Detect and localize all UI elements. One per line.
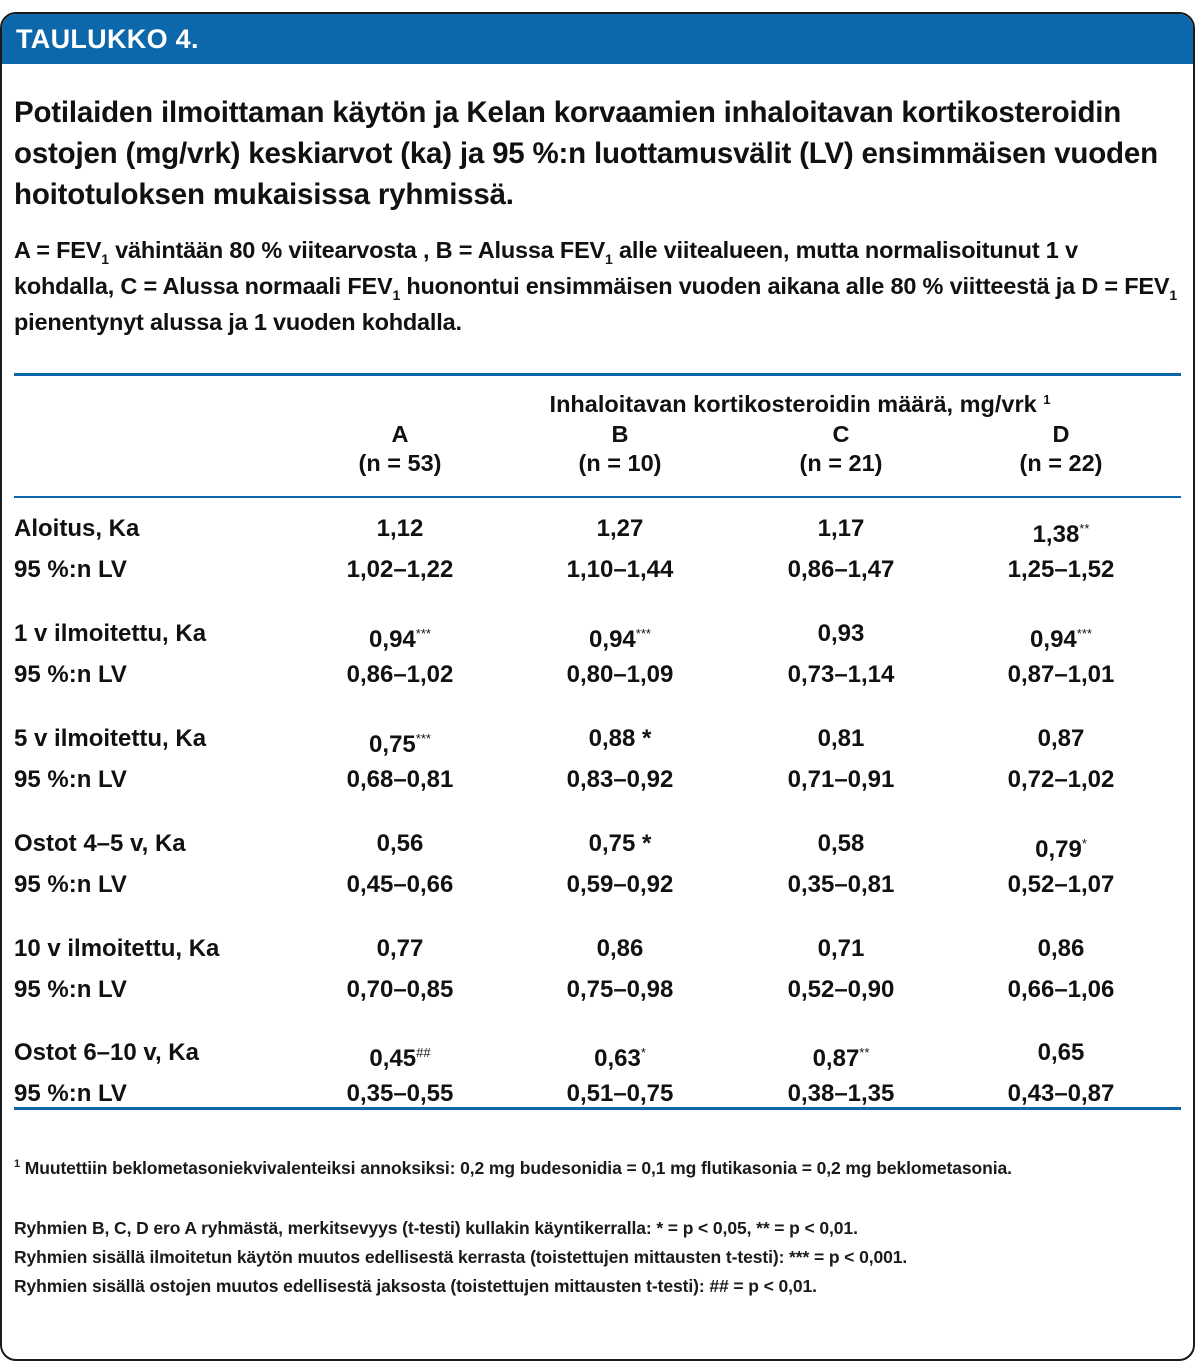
- table-cell: [731, 655, 951, 695]
- column-group-label: Inhaloitavan kortikosteroidin määrä, mg/vrk: [549, 391, 1037, 417]
- table-cell: [510, 550, 730, 590]
- cell-value: 0,73–1,14: [787, 661, 895, 688]
- table-cell: [510, 1033, 730, 1079]
- significance-marker: ##: [416, 1045, 431, 1060]
- table-row: [0, 509, 1199, 549]
- cell-value: 0,66–1,06: [1007, 976, 1115, 1003]
- cell-value: 0,38–1,35: [787, 1080, 895, 1107]
- cell-value: 0,86: [596, 935, 644, 962]
- table-cell: [510, 509, 730, 549]
- group-definitions: [14, 232, 1179, 340]
- cell-value: 0,45: [369, 1045, 417, 1072]
- row-label: Ostot 6–10 v, Ka: [14, 1039, 199, 1066]
- row-label: Aloitus, Ka: [14, 515, 140, 542]
- cell-value: 1,38: [1032, 521, 1080, 548]
- table-row: [0, 929, 1199, 969]
- cell-value: 0,35–0,81: [787, 871, 895, 898]
- cell-value: 0,94: [369, 626, 416, 653]
- significance-marker: ***: [1076, 626, 1092, 641]
- row-label: 1 v ilmoitettu, Ka: [14, 620, 207, 647]
- row-label: 95 %:n LV: [14, 661, 127, 688]
- column-n: (n = 10): [578, 450, 662, 476]
- row-label: 95 %:n LV: [14, 976, 127, 1003]
- cell-value: 0,77: [376, 935, 424, 962]
- table-cell: [951, 1033, 1171, 1073]
- table-cell: [951, 550, 1171, 590]
- row-label: Ostot 4–5 v, Ka: [14, 830, 186, 857]
- table-cell: [510, 760, 730, 800]
- footnote-marker: 1: [14, 1158, 21, 1170]
- table-cell: [290, 614, 510, 660]
- column-name: C: [832, 421, 850, 447]
- cell-value: 0,79: [1035, 836, 1082, 863]
- cell-value: 0,43–0,87: [1007, 1080, 1115, 1107]
- table-cell: [731, 719, 951, 759]
- table-cell: [290, 970, 510, 1010]
- cell-value: 0,56: [376, 830, 424, 857]
- table-cell: [510, 719, 730, 759]
- cell-value: 1,02–1,22: [346, 556, 454, 583]
- table-cell: [951, 719, 1171, 759]
- cell-value: 0,86: [1037, 935, 1085, 962]
- cell-value: 0,58: [817, 830, 865, 857]
- subscript: 1: [1169, 287, 1177, 303]
- table-cell: [731, 1033, 951, 1079]
- column-header-d: [951, 420, 1171, 478]
- cell-value: 0,80–1,09: [566, 661, 674, 688]
- table-cell: [510, 929, 730, 969]
- table-cell: [510, 970, 730, 1010]
- cell-value: 1,17: [817, 515, 865, 542]
- table-cell: [951, 655, 1171, 695]
- cell-value: 0,94: [589, 626, 636, 653]
- significance-marker: *: [640, 1045, 646, 1060]
- cell-value: 0,35–0,55: [346, 1080, 454, 1107]
- cell-value: 0,71: [817, 935, 865, 962]
- table-cell: [510, 614, 730, 660]
- table-cell: [951, 760, 1171, 800]
- cell-value: 0,86–1,47: [787, 556, 895, 583]
- definition-text: huonontui ensimmäisen vuoden aikana alle 80 % viitteestä ja D = FEV: [400, 273, 1170, 299]
- table-title: Potilaiden ilmoittaman käytön ja Kelan korvaamien inhaloitavan kortikosteroidin ostojen (mg/vrk) keskiarvot (ka) ja 95 %:n luottamusvälit (LV) ensimmäisen vuoden hoitotuloksen mukaisissa ryhmissä.: [14, 96, 1158, 211]
- cell-value: 0,75 *: [588, 830, 652, 857]
- column-header-b: [510, 420, 730, 478]
- subscript: 1: [101, 251, 109, 267]
- cell-value: 0,87: [812, 1045, 860, 1072]
- significance-marker: *: [1081, 836, 1087, 851]
- table-row: [0, 1033, 1199, 1073]
- cell-value: 0,51–0,75: [566, 1080, 674, 1107]
- table-cell: [290, 550, 510, 590]
- column-n: (n = 21): [799, 450, 883, 476]
- significance-marker: **: [859, 1045, 870, 1060]
- column-header-c: [731, 420, 951, 478]
- table-cell: [951, 509, 1171, 555]
- definition-text: alle viitealueen, mutta normalisoitunut 1 v kohdalla, C = Alussa normaali FEV: [14, 237, 1078, 299]
- row-label: 5 v ilmoitettu, Ka: [14, 725, 207, 752]
- row-label: 95 %:n LV: [14, 766, 127, 793]
- cell-value: 0,52–1,07: [1007, 871, 1115, 898]
- table-row: [0, 719, 1199, 759]
- table-cell: [731, 970, 951, 1010]
- table-cell: [290, 824, 510, 864]
- table-cell: [731, 929, 951, 969]
- table-cell: [731, 550, 951, 590]
- column-name: A: [391, 421, 409, 447]
- table-cell: [731, 865, 951, 905]
- cell-value: 0,86–1,02: [346, 661, 454, 688]
- cell-value: 1,25–1,52: [1007, 556, 1115, 583]
- cell-value: 0,71–0,91: [787, 766, 895, 793]
- column-name: B: [611, 421, 629, 447]
- table-cell: [510, 824, 730, 864]
- cell-value: 0,94: [1030, 626, 1077, 653]
- column-n: (n = 22): [1019, 450, 1103, 476]
- cell-value: 0,65: [1037, 1039, 1085, 1066]
- cell-value: 1,12: [376, 515, 424, 542]
- table-top-rule: [14, 373, 1181, 376]
- column-group-header: [420, 385, 1180, 419]
- subscript: 1: [392, 287, 401, 303]
- cell-value: 0,87: [1037, 725, 1085, 752]
- table-cell: [510, 865, 730, 905]
- table-row: [0, 550, 1199, 590]
- row-label: 95 %:n LV: [14, 1080, 127, 1107]
- cell-value: 0,72–1,02: [1007, 766, 1115, 793]
- table-cell: [731, 614, 951, 654]
- significance-marker: ***: [415, 626, 431, 641]
- table-cell: [290, 865, 510, 905]
- significance-marker: **: [1079, 521, 1090, 536]
- subscript: 1: [605, 251, 613, 267]
- column-header-a: [290, 420, 510, 478]
- table-cell: [290, 1033, 510, 1079]
- cell-value: 0,87–1,01: [1007, 661, 1115, 688]
- table-number-header: TAULUKKO 4.: [2, 14, 1193, 64]
- row-label: 95 %:n LV: [14, 556, 127, 583]
- cell-value: 0,70–0,85: [346, 976, 454, 1003]
- definition-text: pienentynyt alussa ja 1 vuoden kohdalla.: [14, 309, 462, 335]
- table-cell: [290, 509, 510, 549]
- table-cell: [731, 509, 951, 549]
- table-bottom-rule: [14, 1107, 1181, 1110]
- significance-marker: ***: [635, 626, 651, 641]
- table-cell: [290, 929, 510, 969]
- column-name: D: [1052, 421, 1070, 447]
- cell-value: 0,93: [817, 620, 865, 647]
- cell-value: 0,83–0,92: [566, 766, 674, 793]
- row-label: 10 v ilmoitettu, Ka: [14, 935, 220, 962]
- cell-value: 0,45–0,66: [346, 871, 454, 898]
- cell-value: 0,68–0,81: [346, 766, 454, 793]
- table-cell: [951, 929, 1171, 969]
- cell-value: 0,81: [817, 725, 865, 752]
- table-row: [0, 865, 1199, 905]
- table-cell: [951, 970, 1171, 1010]
- cell-value: 0,52–0,90: [787, 976, 895, 1003]
- table-cell: [290, 719, 510, 765]
- significance-note: Ryhmien B, C, D ero A ryhmästä, merkitsevyys (t-testi) kullakin käyntikerralla: * = p < 0,05, ** = p < 0,01.: [14, 1218, 858, 1238]
- table-cell: [951, 865, 1171, 905]
- footnote-marker: 1: [1043, 392, 1051, 407]
- table-cell: [951, 824, 1171, 870]
- table-row: [0, 655, 1199, 695]
- cell-value: 0,59–0,92: [566, 871, 674, 898]
- table-cell: [731, 760, 951, 800]
- cell-value: 0,75–0,98: [566, 976, 674, 1003]
- conversion-footnote: [14, 1150, 1184, 1183]
- cell-value: 0,75: [369, 731, 416, 758]
- table-cell: [510, 655, 730, 695]
- significance-note: Ryhmien sisällä ilmoitetun käytön muutos edellisestä kerrasta (toistettujen mittausten t-testi): *** = p < 0,001.: [14, 1247, 908, 1267]
- table-cell: [290, 760, 510, 800]
- table-cell: [290, 655, 510, 695]
- cell-value: 0,88 *: [588, 725, 652, 752]
- definition-text: vähintään 80 % viitearvosta , B = Alussa FEV: [108, 237, 606, 263]
- footnote-text: Muutettiin beklometasoniekvivalenteiksi annoksiksi: 0,2 mg budesonidia = 0,1 mg flutikasonia = 0,2 mg beklometasonia.: [20, 1158, 1012, 1178]
- significance-marker: ***: [415, 731, 431, 746]
- table-row: [0, 970, 1199, 1010]
- cell-value: 1,27: [596, 515, 644, 542]
- table-cell: [951, 614, 1171, 660]
- table-row: [0, 824, 1199, 864]
- column-n: (n = 53): [358, 450, 442, 476]
- table-row: [0, 614, 1199, 654]
- significance-note: Ryhmien sisällä ostojen muutos edellisestä jaksosta (toistettujen mittausten t-testi): ## = p < 0,01.: [14, 1276, 817, 1296]
- definition-text: A = FEV: [14, 237, 102, 263]
- cell-value: 0,63: [594, 1045, 641, 1072]
- cell-value: 1,10–1,44: [566, 556, 674, 583]
- table-cell: [731, 824, 951, 864]
- header-rule: [14, 496, 1181, 498]
- row-label: 95 %:n LV: [14, 871, 127, 898]
- table-row: [0, 760, 1199, 800]
